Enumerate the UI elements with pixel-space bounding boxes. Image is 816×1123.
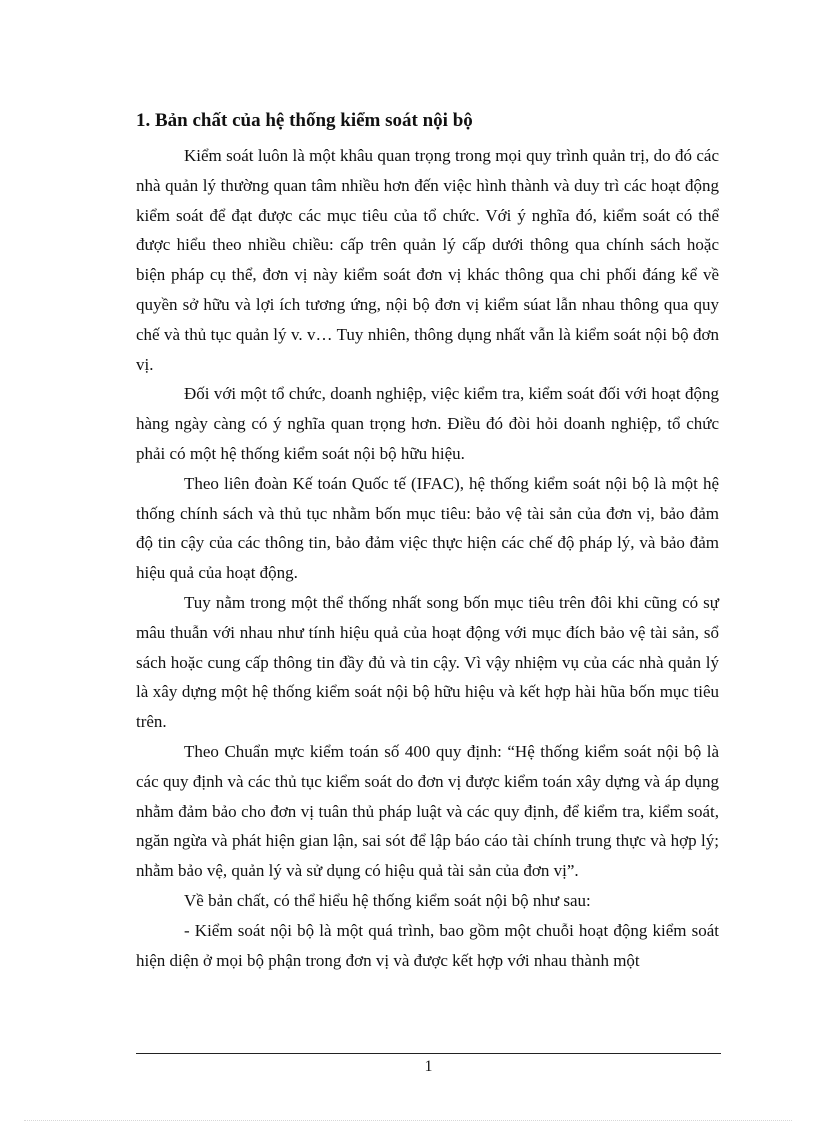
paragraph-6: Về bản chất, có thể hiểu hệ thống kiểm soát nội bộ như sau: xyxy=(184,890,591,910)
page-number: 1 xyxy=(424,1058,433,1075)
paragraph-5: Theo Chuẩn mực kiểm toán số 400 quy định: “Hệ thống kiểm soát nội bộ là các quy định và các thủ tục kiểm soát do đơn vị được kiểm toán xây dựng và áp dụng nhằm đảm bảo cho đơn vị tuân thủ pháp luật và các quy định, để kiểm tra, kiểm soát, ngăn ngừa và phát hiện gian lận, sai sót để lập báo cáo tài chính trung thực và hợp lý; nhằm bảo vệ, quản lý và sử dụng có hiệu quả tài sản của đơn vị”. xyxy=(136,741,719,881)
page-edge-divider xyxy=(24,1120,792,1121)
paragraph-2: Đối với một tổ chức, doanh nghiệp, việc kiểm tra, kiểm soát đối với hoạt động hàng ngày càng có ý nghĩa quan trọng hơn. Điều đó đòi hỏi doanh nghiệp, tổ chức phải có một hệ thống kiểm soát nội bộ hữu hiệu. xyxy=(136,384,719,463)
footer-divider xyxy=(136,1053,721,1054)
paragraph-7: - Kiểm soát nội bộ là một quá trình, bao gồm một chuỗi hoạt động kiểm soát hiện diện ở mọi bộ phận trong đơn vị và được kết hợp với nhau thành một xyxy=(136,920,719,970)
paragraph-1: Kiểm soát luôn là một khâu quan trọng trong mọi quy trình quản trị, do đó các nhà quản lý thường quan tâm nhiều hơn đến việc hình thành và duy trì các hoạt động kiểm soát để đạt được các mục tiêu của tổ chức. Với ý nghĩa đó, kiểm soát có thể được hiểu theo nhiều chiều: cấp trên quản lý cấp dưới thông qua chính sách hoặc biện pháp cụ thể, đơn vị này kiểm soát đơn vị khác thông qua chi phối đáng kể về quyền sở hữu và lợi ích tương ứng, nội bộ đơn vị kiểm súat lẫn nhau thông qua quy chế và thủ tục quản lý v. v… Tuy nhiên, thông dụng nhất vẫn là kiểm soát nội bộ đơn vị. xyxy=(136,146,719,374)
section-heading: 1. Bản chất của hệ thống kiểm soát nội bộ xyxy=(136,110,473,131)
paragraph-3: Theo liên đoàn Kế toán Quốc tế (IFAC), hệ thống kiểm soát nội bộ là một hệ thống chính sách và thủ tục nhằm bốn mục tiêu: bảo vệ tài sản của đơn vị, bảo đảm độ tin cậy của các thông tin, bảo đảm việc thực hiện các chế độ pháp lý, và bảo đảm hiệu quả của hoạt động. xyxy=(136,473,719,583)
paragraph-4: Tuy nằm trong một thể thống nhất song bốn mục tiêu trên đôi khi cũng có sự mâu thuẫn với nhau như tính hiệu quả của hoạt động với mục đích bảo vệ tài sản, sổ sách hoặc cung cấp thông tin đầy đủ và tin cậy. Vì vậy nhiệm vụ của các nhà quản lý là xây dựng một hệ thống kiểm soát nội bộ hữu hiệu và kết hợp hài hũa bốn mục tiêu trên. xyxy=(136,592,719,732)
body-text xyxy=(136,141,719,975)
